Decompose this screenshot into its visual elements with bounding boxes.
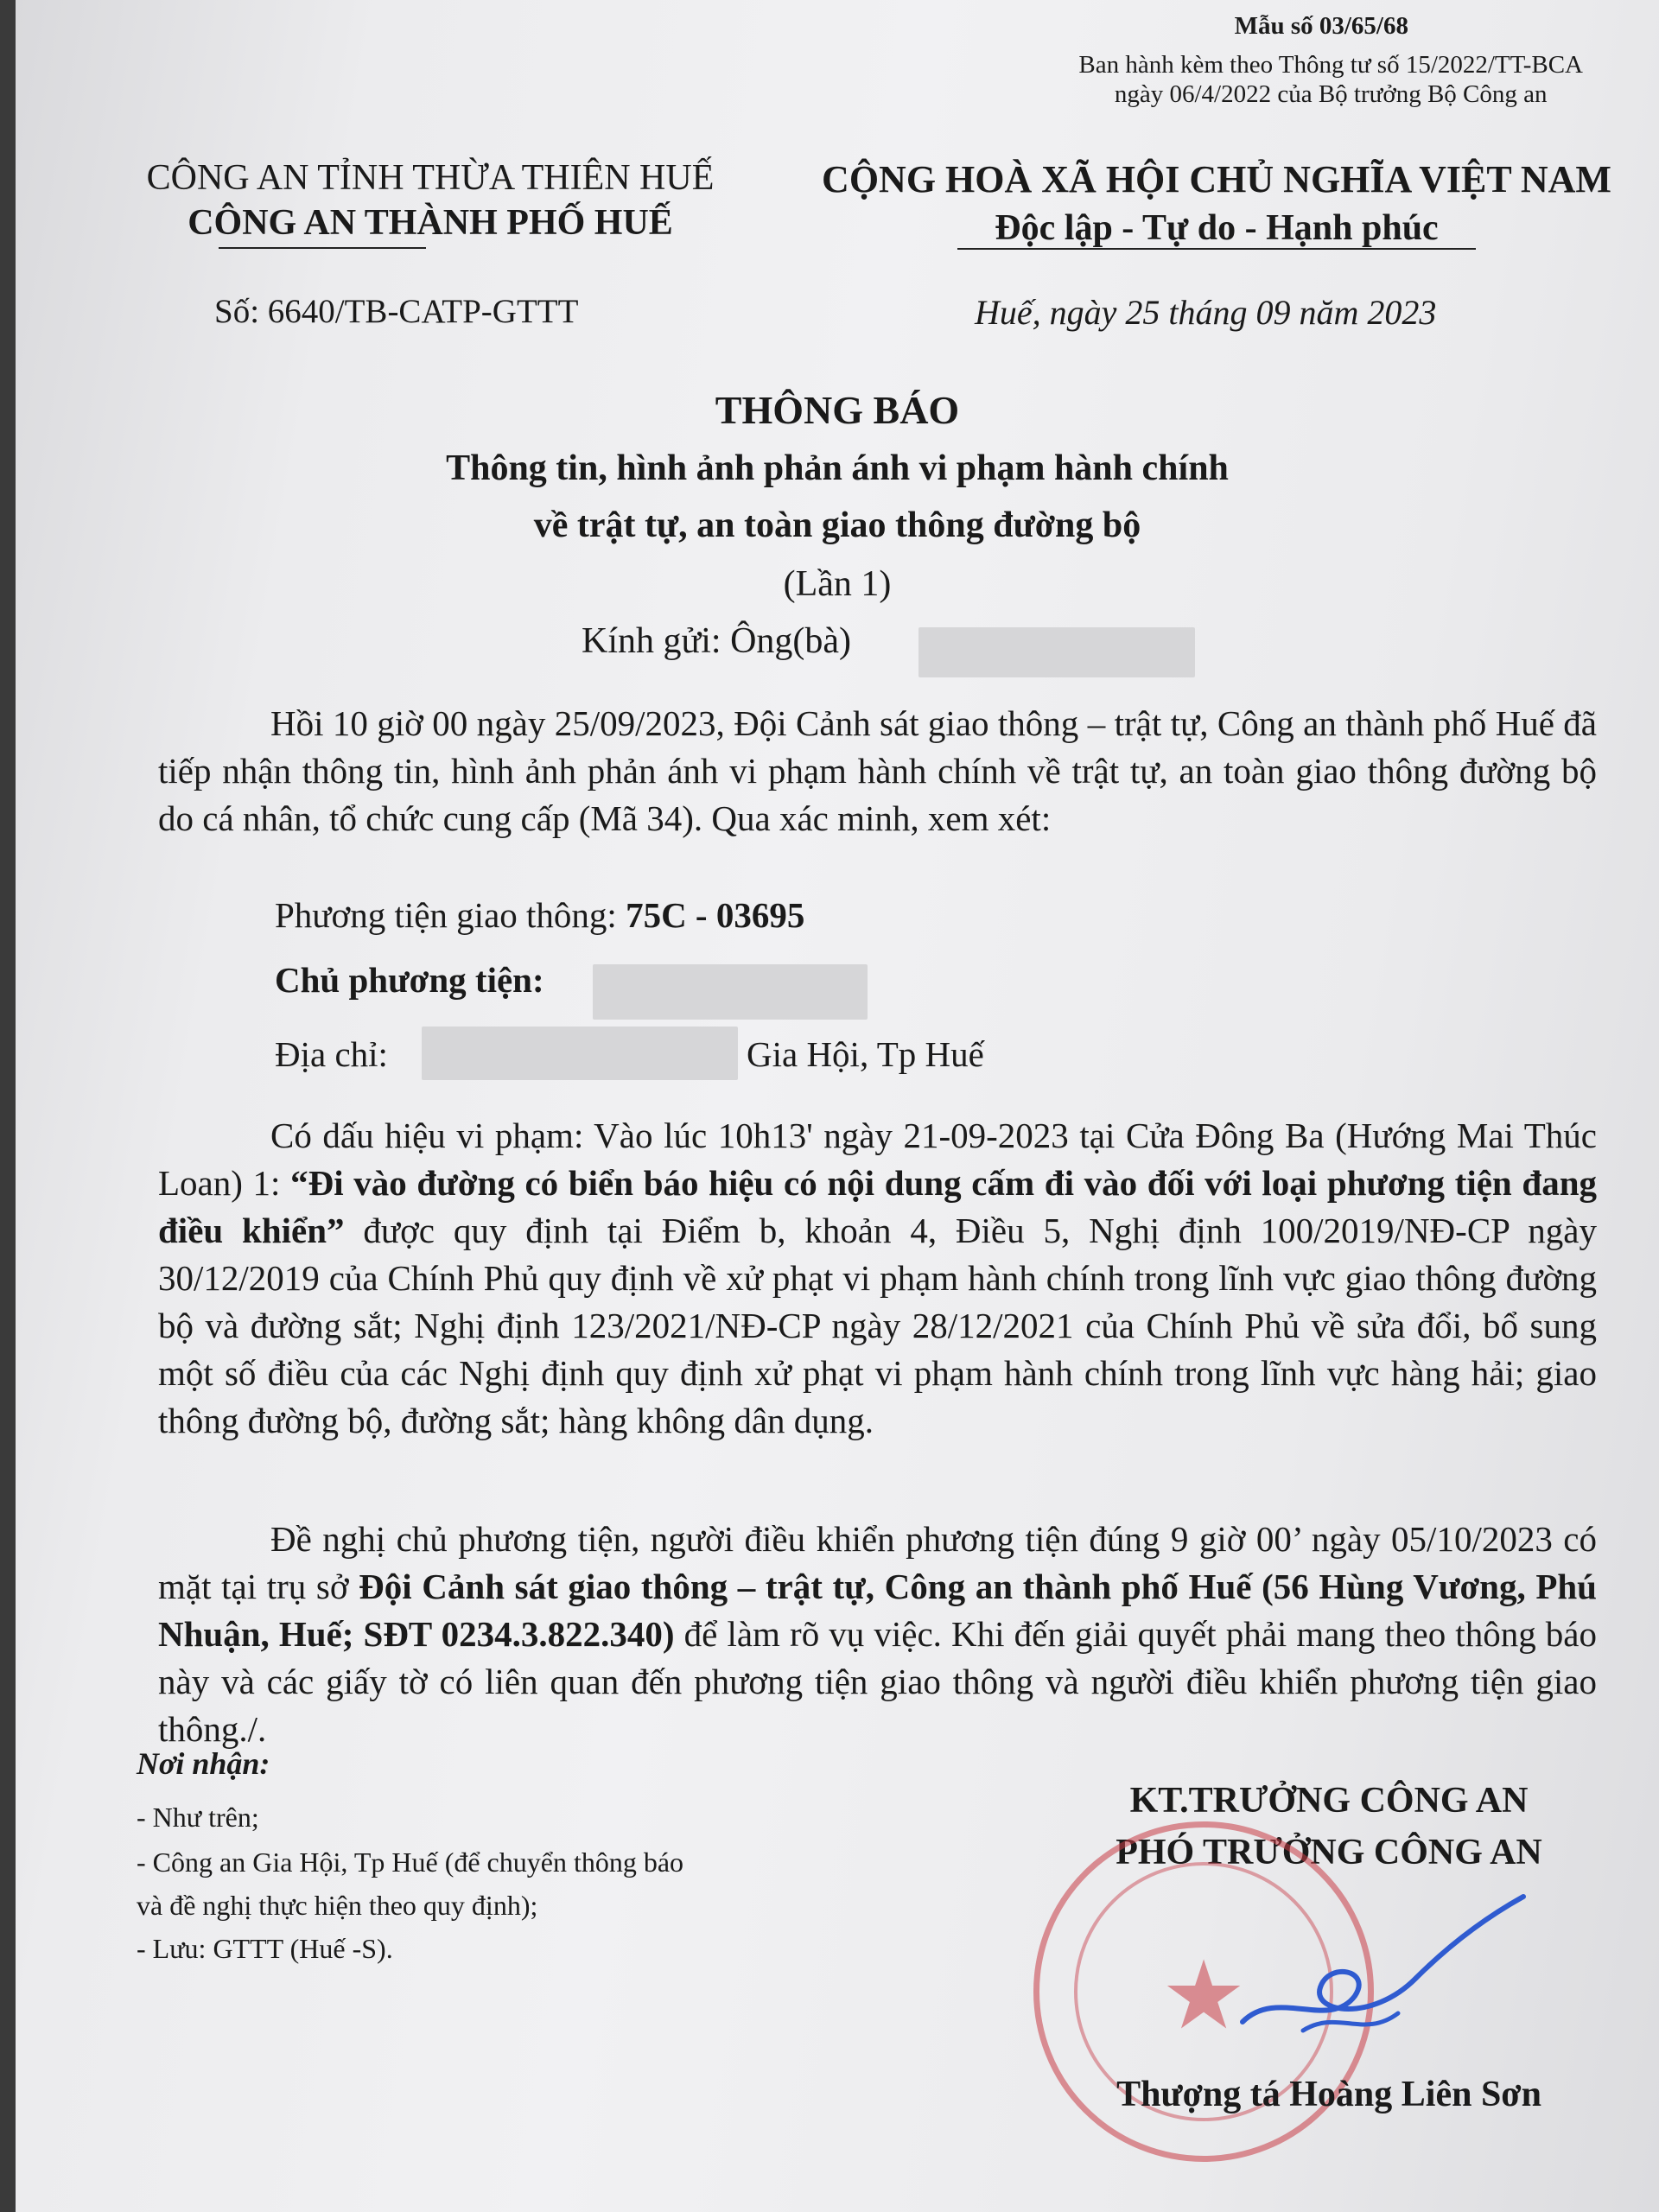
address-suffix: Gia Hội, Tp Huế <box>747 1034 984 1074</box>
agency-parent: CÔNG AN TỈNH THỪA THIÊN HUẾ <box>146 158 715 198</box>
vehicle-plate: 75C - 03695 <box>626 895 805 935</box>
handwritten-signature <box>1225 1858 1536 2056</box>
redacted-recipient-name <box>918 627 1195 677</box>
recipient-2a: - Công an Gia Hội, Tp Huế (để chuyển thông báo <box>137 1847 684 1878</box>
signer-name: Thượng tá Hoàng Liên Sơn <box>1116 2075 1541 2114</box>
vehicle-label: Phương tiện giao thông: <box>275 895 617 935</box>
nation-motto: Độc lập - Tự do - Hạnh phúc <box>995 208 1439 248</box>
intro-paragraph: Hồi 10 giờ 00 ngày 25/09/2023, Đội Cảnh sát giao thông – trật tự, Công an thành phố Huế đã tiếp nhận thông tin, hình ảnh phản ánh vi phạm hành chính về trật tự, an toàn giao thông đường bộ do cá nhân, tổ chức cung cấp (Mã 34). Qua xác minh, xem xét: <box>158 703 1597 838</box>
violation-legal-basis: được quy định tại Điểm b, khoản 4, Điều 5, Nghị định 100/2019/NĐ-CP ngày 30/12/2019 của Chính Phủ quy định về xử phạt vi phạm hành chính trong lĩnh vực giao thông đường bộ và đường sắt; Nghị định 123/2021/NĐ-CP ngày 28/12/2021 của Chính Phủ về sửa đổi, bổ sung một số điều của các Nghị định quy định xử phạt vi phạm hành chính trong lĩnh vực hàng hải; giao thông đường bộ, đường sắt; hàng không dân dụng. <box>158 1211 1597 1440</box>
recipients-title: Nơi nhận: <box>137 1746 270 1781</box>
request-intro: Đề nghị chủ phương tiện, người điều khiển phương tiện đúng 9 giờ 00’ ngày 05/10/2023 có mặt tại trụ sở <box>158 1519 1597 1606</box>
agency-header <box>119 156 741 245</box>
form-number: Mẫu số 03/65/68 <box>1234 12 1408 40</box>
document-number: Số: 6640/TB-CATP-GTTT <box>214 293 579 330</box>
request-paragraph <box>158 1516 1597 1753</box>
signer-role-1: KT.TRƯỞNG CÔNG AN <box>1129 1781 1529 1821</box>
redacted-owner-name <box>593 964 868 1020</box>
nation-header <box>802 156 1631 252</box>
agency-underline <box>219 247 426 249</box>
request-office: Đội Cảnh sát giao thông – trật tự, Công an thành phố Huế (56 Hùng Vương, Phú Nhuận, Huế; SĐT 0234.3.822.340) <box>158 1567 1597 1654</box>
signer-role-2: PHÓ TRƯỞNG CÔNG AN <box>1116 1833 1542 1872</box>
recipient-label: Kính gửi: Ông(bà) <box>582 621 852 661</box>
violation-paragraph <box>158 1112 1597 1445</box>
issued-note <box>1078 50 1583 109</box>
address-line <box>275 1033 388 1075</box>
violation-description: “Đi vào đường có biển báo hiệu có nội dung cấm đi vào đối với loại phương tiện đang điều khiển” <box>158 1163 1597 1250</box>
vehicle-line <box>275 894 804 936</box>
agency-name: CÔNG AN THÀNH PHỐ HUẾ <box>188 203 673 243</box>
issued-line-1: Ban hành kèm theo Thông tư số 15/2022/TT-BCA <box>1078 51 1583 79</box>
address-label: Địa chỉ: <box>275 1034 388 1074</box>
redacted-address <box>422 1027 738 1080</box>
document-subtitle-2: về trật tự, an toàn giao thông đường bộ <box>533 505 1141 545</box>
issued-line-2: ngày 06/4/2022 của Bộ trưởng Bộ Công an <box>1114 80 1548 108</box>
recipient-3: - Lưu: GTTT (Huế -S). <box>137 1933 393 1964</box>
document-title: THÔNG BÁO <box>715 388 960 432</box>
document-page <box>16 0 1659 2212</box>
attempt-number: (Lần 1) <box>783 564 892 604</box>
violation-intro: Có dấu hiệu vi phạm: Vào lúc 10h13' ngày 21-09-2023 tại Cửa Đông Ba (Hướng Mai Thúc Loan) 1: <box>158 1116 1597 1203</box>
owner-line <box>275 959 544 1001</box>
seal-star-icon: ★ <box>1160 1943 1247 2049</box>
request-rest: để làm rõ vụ việc. Khi đến giải quyết phải mang theo thông báo này và các giấy tờ có liên quan đến phương tiện giao thông và người điều khiển phương tiện giao thông./. <box>158 1614 1597 1749</box>
document-date: Huế, ngày 25 tháng 09 năm 2023 <box>975 293 1437 332</box>
recipient-1: - Như trên; <box>137 1802 259 1833</box>
recipient-2b: và đề nghị thực hiện theo quy định); <box>137 1890 538 1921</box>
document-subtitle-1: Thông tin, hình ảnh phản ánh vi phạm hành chính <box>446 448 1229 488</box>
nation-name: CỘNG HOÀ XÃ HỘI CHỦ NGHĨA VIỆT NAM <box>822 158 1611 200</box>
owner-label: Chủ phương tiện: <box>275 960 544 1000</box>
motto-underline <box>957 248 1476 250</box>
